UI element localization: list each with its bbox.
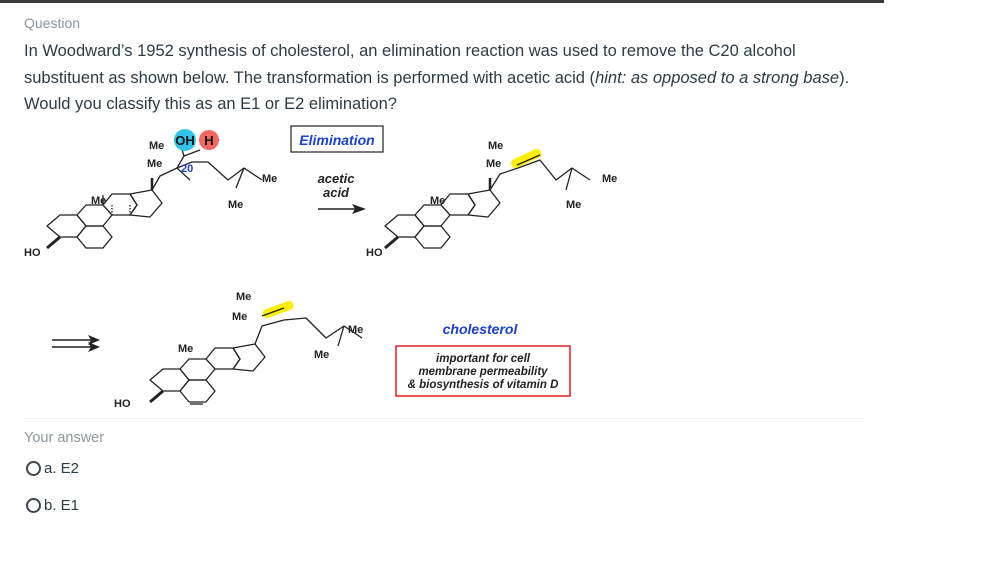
ho-label: HO <box>366 247 383 259</box>
me-label: Me <box>147 158 163 170</box>
c20-label: 20 <box>181 163 194 175</box>
cholesterol-structure <box>150 318 362 404</box>
me-label: Me <box>262 173 278 185</box>
elimination-label: Elimination <box>299 132 375 148</box>
note-line-2: membrane permeability <box>418 366 548 378</box>
note-line-3: & biosynthesis of vitamin D <box>407 379 559 391</box>
me-label: Me <box>488 140 504 152</box>
reagent-acetic: acetic <box>317 171 355 186</box>
ho-label: HO <box>24 247 41 259</box>
me-label: Me <box>566 199 582 211</box>
ho-label: HO <box>114 398 131 410</box>
me-label: Me <box>178 343 194 355</box>
question-text-part-1: In Woodward’s 1952 synthesis of cholesterol, an elimination reaction was used to remove the C20 alcohol substituent as shown below. The transformation is performed with acetic acid ( <box>24 42 796 87</box>
question-text <box>24 38 874 118</box>
me-label: Me <box>486 158 502 170</box>
oh-label: OH <box>175 133 195 148</box>
product-name: cholesterol <box>442 321 518 337</box>
me-label: Me <box>348 324 364 336</box>
me-label: Me <box>430 195 446 207</box>
me-label: Me <box>232 311 248 323</box>
intermediate-structure <box>385 160 590 248</box>
me-label: Me <box>314 349 330 361</box>
me-label: Me <box>91 195 107 207</box>
me-label: Me <box>602 173 618 185</box>
option-b[interactable] <box>26 497 79 514</box>
radio-button-b[interactable] <box>26 498 41 513</box>
me-label: Me <box>228 199 244 211</box>
me-label: Me <box>236 291 252 303</box>
your-answer-label: Your answer <box>24 430 105 446</box>
option-b-label: b. E1 <box>44 497 80 514</box>
top-border <box>0 0 884 3</box>
note-line-1: important for cell <box>436 353 530 365</box>
question-text-part-2: ). Would you classify this as an E1 or E2 elimination? <box>24 68 850 113</box>
alkene-highlight <box>510 148 543 170</box>
reaction-scheme <box>20 120 618 420</box>
radio-button-a[interactable] <box>26 461 41 476</box>
question-header: Question <box>24 15 81 31</box>
me-label: Me <box>149 140 165 152</box>
h-label: H <box>204 133 214 148</box>
option-a[interactable] <box>26 460 79 477</box>
question-hint: hint: as opposed to a strong base <box>595 68 840 87</box>
option-a-label: a. E2 <box>44 460 80 477</box>
reagent-acid: acid <box>322 185 350 200</box>
answer-divider <box>24 418 864 419</box>
